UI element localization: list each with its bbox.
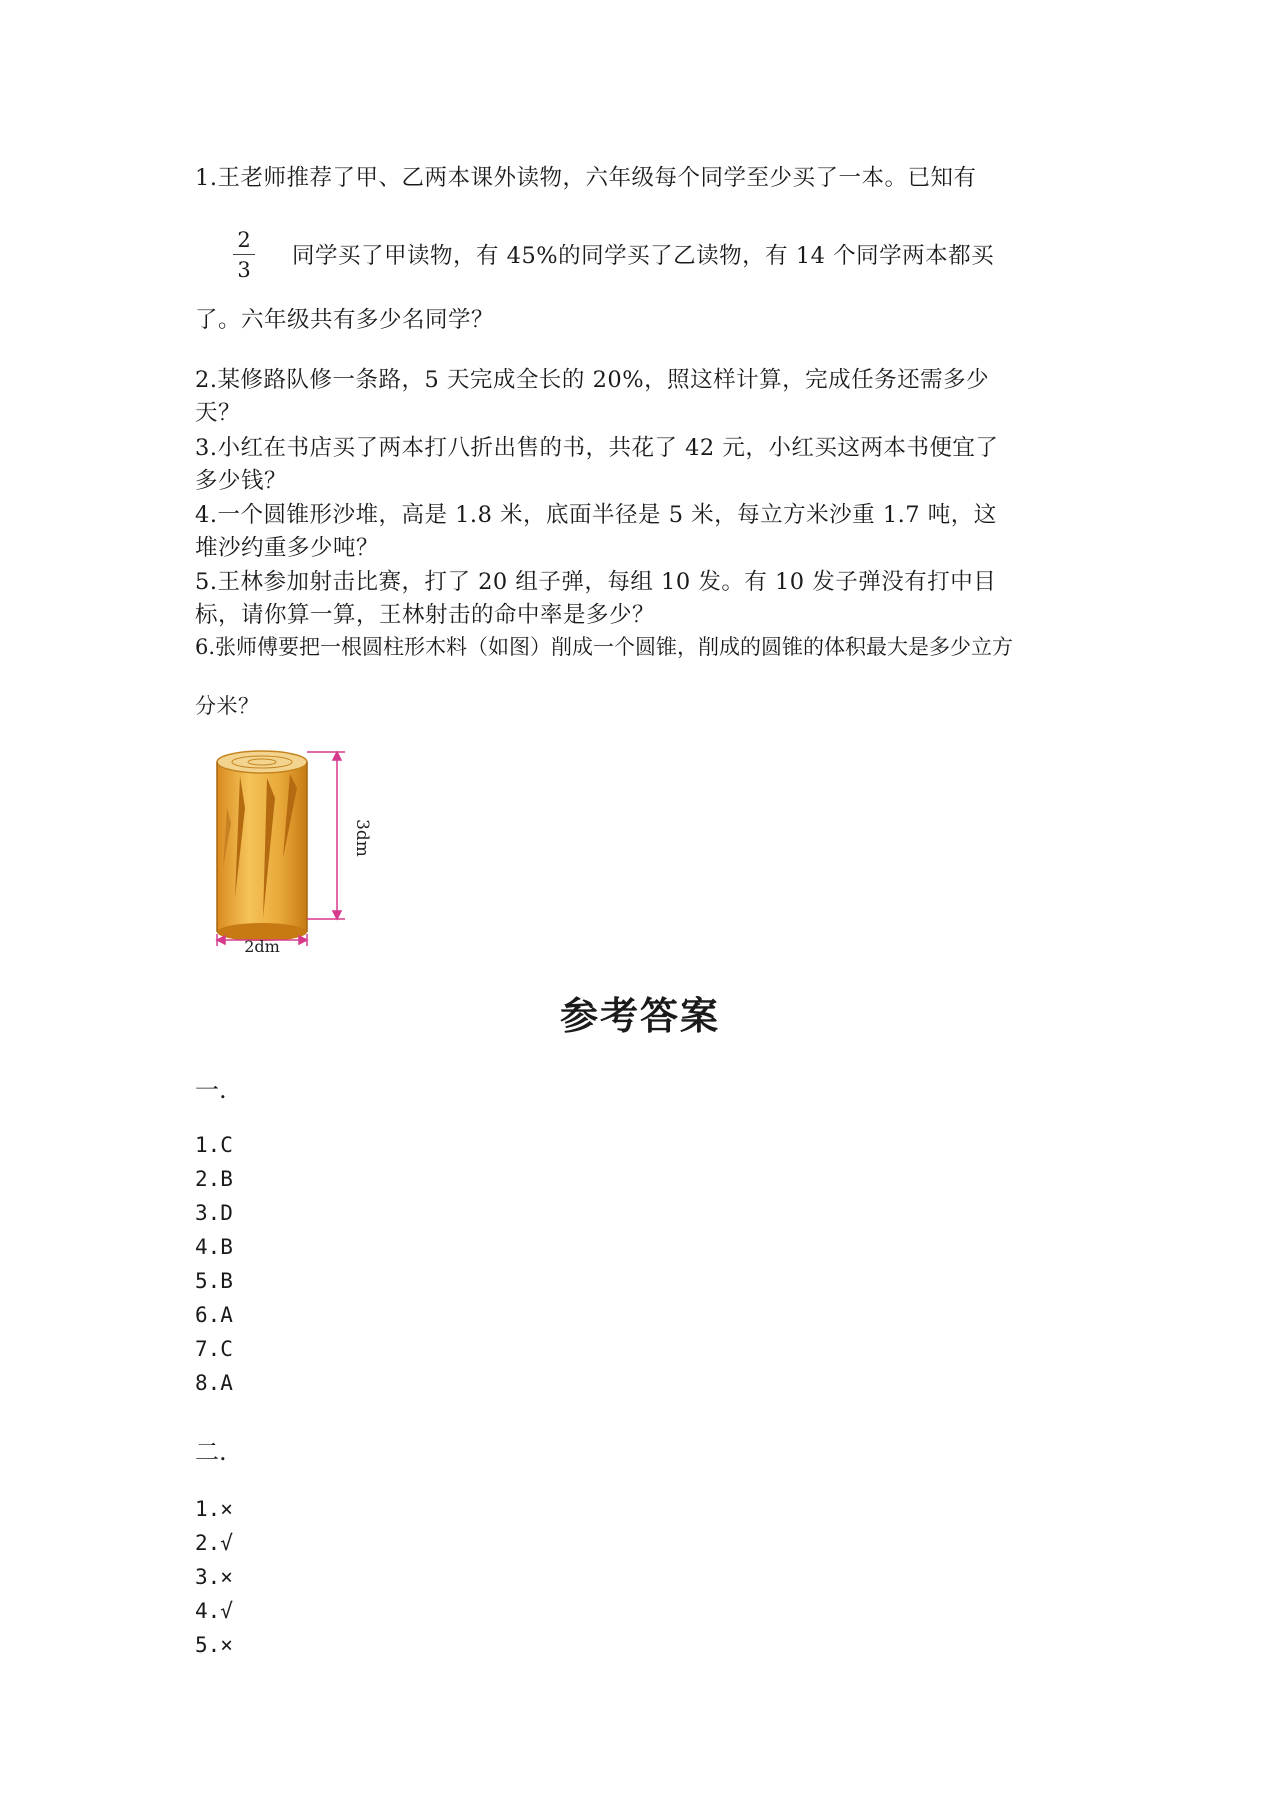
answer-item: 8.A	[195, 1371, 233, 1395]
log-body	[217, 751, 307, 941]
answer-item: 1.×	[195, 1497, 233, 1521]
answer-item: 5.×	[195, 1633, 233, 1657]
answer-item: 1.C	[195, 1133, 233, 1157]
question-1-line-3: 了。六年级共有多少名同学？	[195, 307, 495, 333]
answer-item: 3.×	[195, 1565, 233, 1589]
answer-item: 4.√	[195, 1599, 233, 1623]
section-1-heading: 一.	[195, 1076, 227, 1104]
question-1-line-1: 1.王老师推荐了甲、乙两本课外读物，六年级每个同学至少买了一本。已知有	[195, 165, 977, 191]
answer-item: 5.B	[195, 1269, 233, 1293]
question-5-line-2: 标，请你算一算，王林射击的命中率是多少？	[195, 602, 656, 628]
question-2-line-1: 2.某修路队修一条路，5 天完成全长的 20%，照这样计算，完成任务还需多少	[195, 367, 990, 393]
section-2-heading: 二.	[195, 1438, 227, 1466]
answer-item: 7.C	[195, 1337, 233, 1361]
height-label: 3dm	[352, 819, 372, 857]
wood-log-illustration	[205, 748, 375, 958]
question-5-line-1: 5.王林参加射击比赛，打了 20 组子弹，每组 10 发。有 10 发子弹没有打中目	[195, 569, 997, 595]
question-4-line-1: 4.一个圆锥形沙堆，高是 1.8 米，底面半径是 5 米，每立方米沙重 1.7 吨，这	[195, 502, 997, 528]
question-1-line-2: 同学买了甲读物，有 45%的同学买了乙读物，有 14 个同学两本都买	[292, 243, 995, 269]
answer-item: 6.A	[195, 1303, 233, 1327]
question-3-line-2: 多少钱？	[195, 468, 288, 494]
answer-item: 2.√	[195, 1531, 233, 1555]
height-dimension	[307, 752, 345, 919]
question-2-line-2: 天？	[195, 400, 242, 426]
answer-item: 2.B	[195, 1167, 233, 1191]
fraction-two-thirds	[232, 230, 256, 281]
answer-item: 3.D	[195, 1201, 233, 1225]
question-6-line-1: 6.张师傅要把一根圆柱形木料（如图）削成一个圆锥，削成的圆锥的体积最大是多少立方	[195, 635, 1014, 659]
diameter-label: 2dm	[244, 937, 280, 956]
question-4-line-2: 堆沙约重多少吨？	[195, 535, 380, 561]
answer-item: 4.B	[195, 1235, 233, 1259]
fraction-denominator: 3	[237, 258, 251, 282]
answer-key-title: 参考答案	[559, 993, 720, 1038]
wood-log-figure	[205, 748, 375, 958]
fraction-numerator: 2	[237, 228, 251, 252]
question-3-line-1: 3.小红在书店买了两本打八折出售的书，共花了 42 元，小红买这两本书便宜了	[195, 435, 999, 461]
question-6-line-2: 分米？	[195, 694, 260, 718]
